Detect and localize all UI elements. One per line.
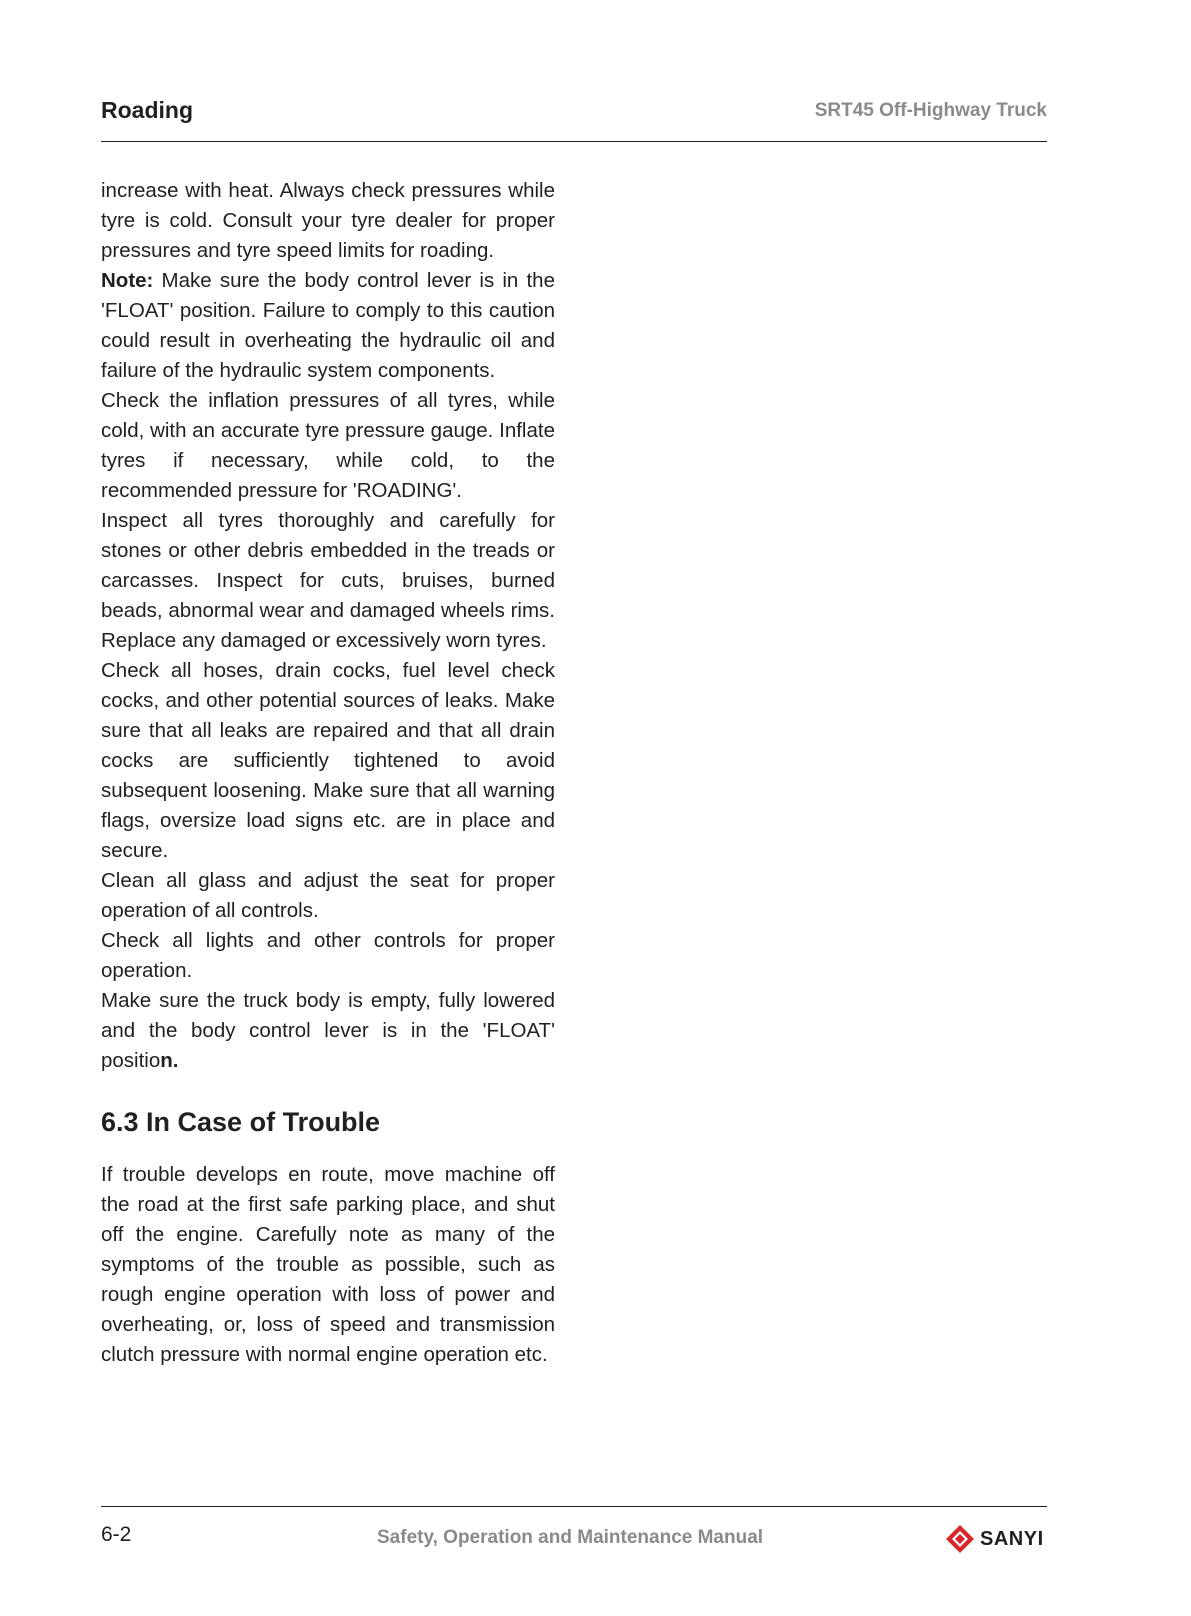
note-text: Make sure the body control lever is in the 'FLOAT' position. Failure to comply to this caution could result in overheating the hydraulic oil and failure of the hydraulic system components. (101, 269, 555, 382)
manual-title: Safety, Operation and Maintenance Manual (377, 1527, 764, 1548)
paragraph-tyre-pressure: increase with heat. Always check pressures while tyre is cold. Consult your tyre dealer for proper pressures and tyre speed limits for roading. (101, 179, 555, 262)
main-column (101, 176, 555, 1370)
paragraph-inspect-tyres: Inspect all tyres thoroughly and carefully for stones or other debris embedded in the treads or carcasses. Inspect for cuts, bruises, burned beads, abnormal wear and damaged wheels rims. Replace any damaged or excessively worn tyres. (101, 509, 555, 652)
footer-divider (101, 1506, 1047, 1507)
sanyi-logo-icon (944, 1523, 976, 1555)
document-title: SRT45 Off-Highway Truck (814, 100, 1047, 121)
truck-body-tail: n. (160, 1049, 179, 1072)
paragraph-glass-seat: Clean all glass and adjust the seat for proper operation of all controls. (101, 869, 555, 922)
brand-logo (944, 1521, 1044, 1557)
page-number: 6-2 (101, 1523, 132, 1546)
paragraph-truck-body (101, 986, 555, 1076)
header-divider (101, 141, 1047, 142)
paragraph-inflation: Check the inflation pressures of all tyres, while cold, with an accurate tyre pressure gauge. Inflate tyres if necessary, while cold, to the recommended pressure for 'ROADING'. (101, 389, 555, 502)
section-heading: 6.3 In Case of Trouble (101, 1107, 381, 1137)
truck-body-text: Make sure the truck body is empty, fully lowered and the body control lever is in the 'FLOAT' positio (101, 989, 555, 1072)
paragraph-lights: Check all lights and other controls for proper operation. (101, 929, 555, 982)
page-section-title: Roading (101, 97, 193, 123)
note-label: Note: (101, 269, 154, 292)
paragraph-leaks: Check all hoses, drain cocks, fuel level check cocks, and other potential sources of leaks. Make sure that all leaks are repaired and that all drain cocks are sufficiently tightened to avoid subsequent loosening. Make sure that all warning flags, oversize load signs etc. are in place and secure. (101, 659, 555, 862)
note-paragraph (101, 266, 555, 386)
brand-name: SANYI (980, 1527, 1044, 1550)
paragraph-trouble: If trouble develops en route, move machine off the road at the first safe parking place, and shut off the engine. Carefully note as many of the symptoms of the trouble as possible, such as rough engine operation with loss of power and overheating, or, loss of speed and transmission clutch pressure with normal engine operation etc. (101, 1163, 555, 1366)
